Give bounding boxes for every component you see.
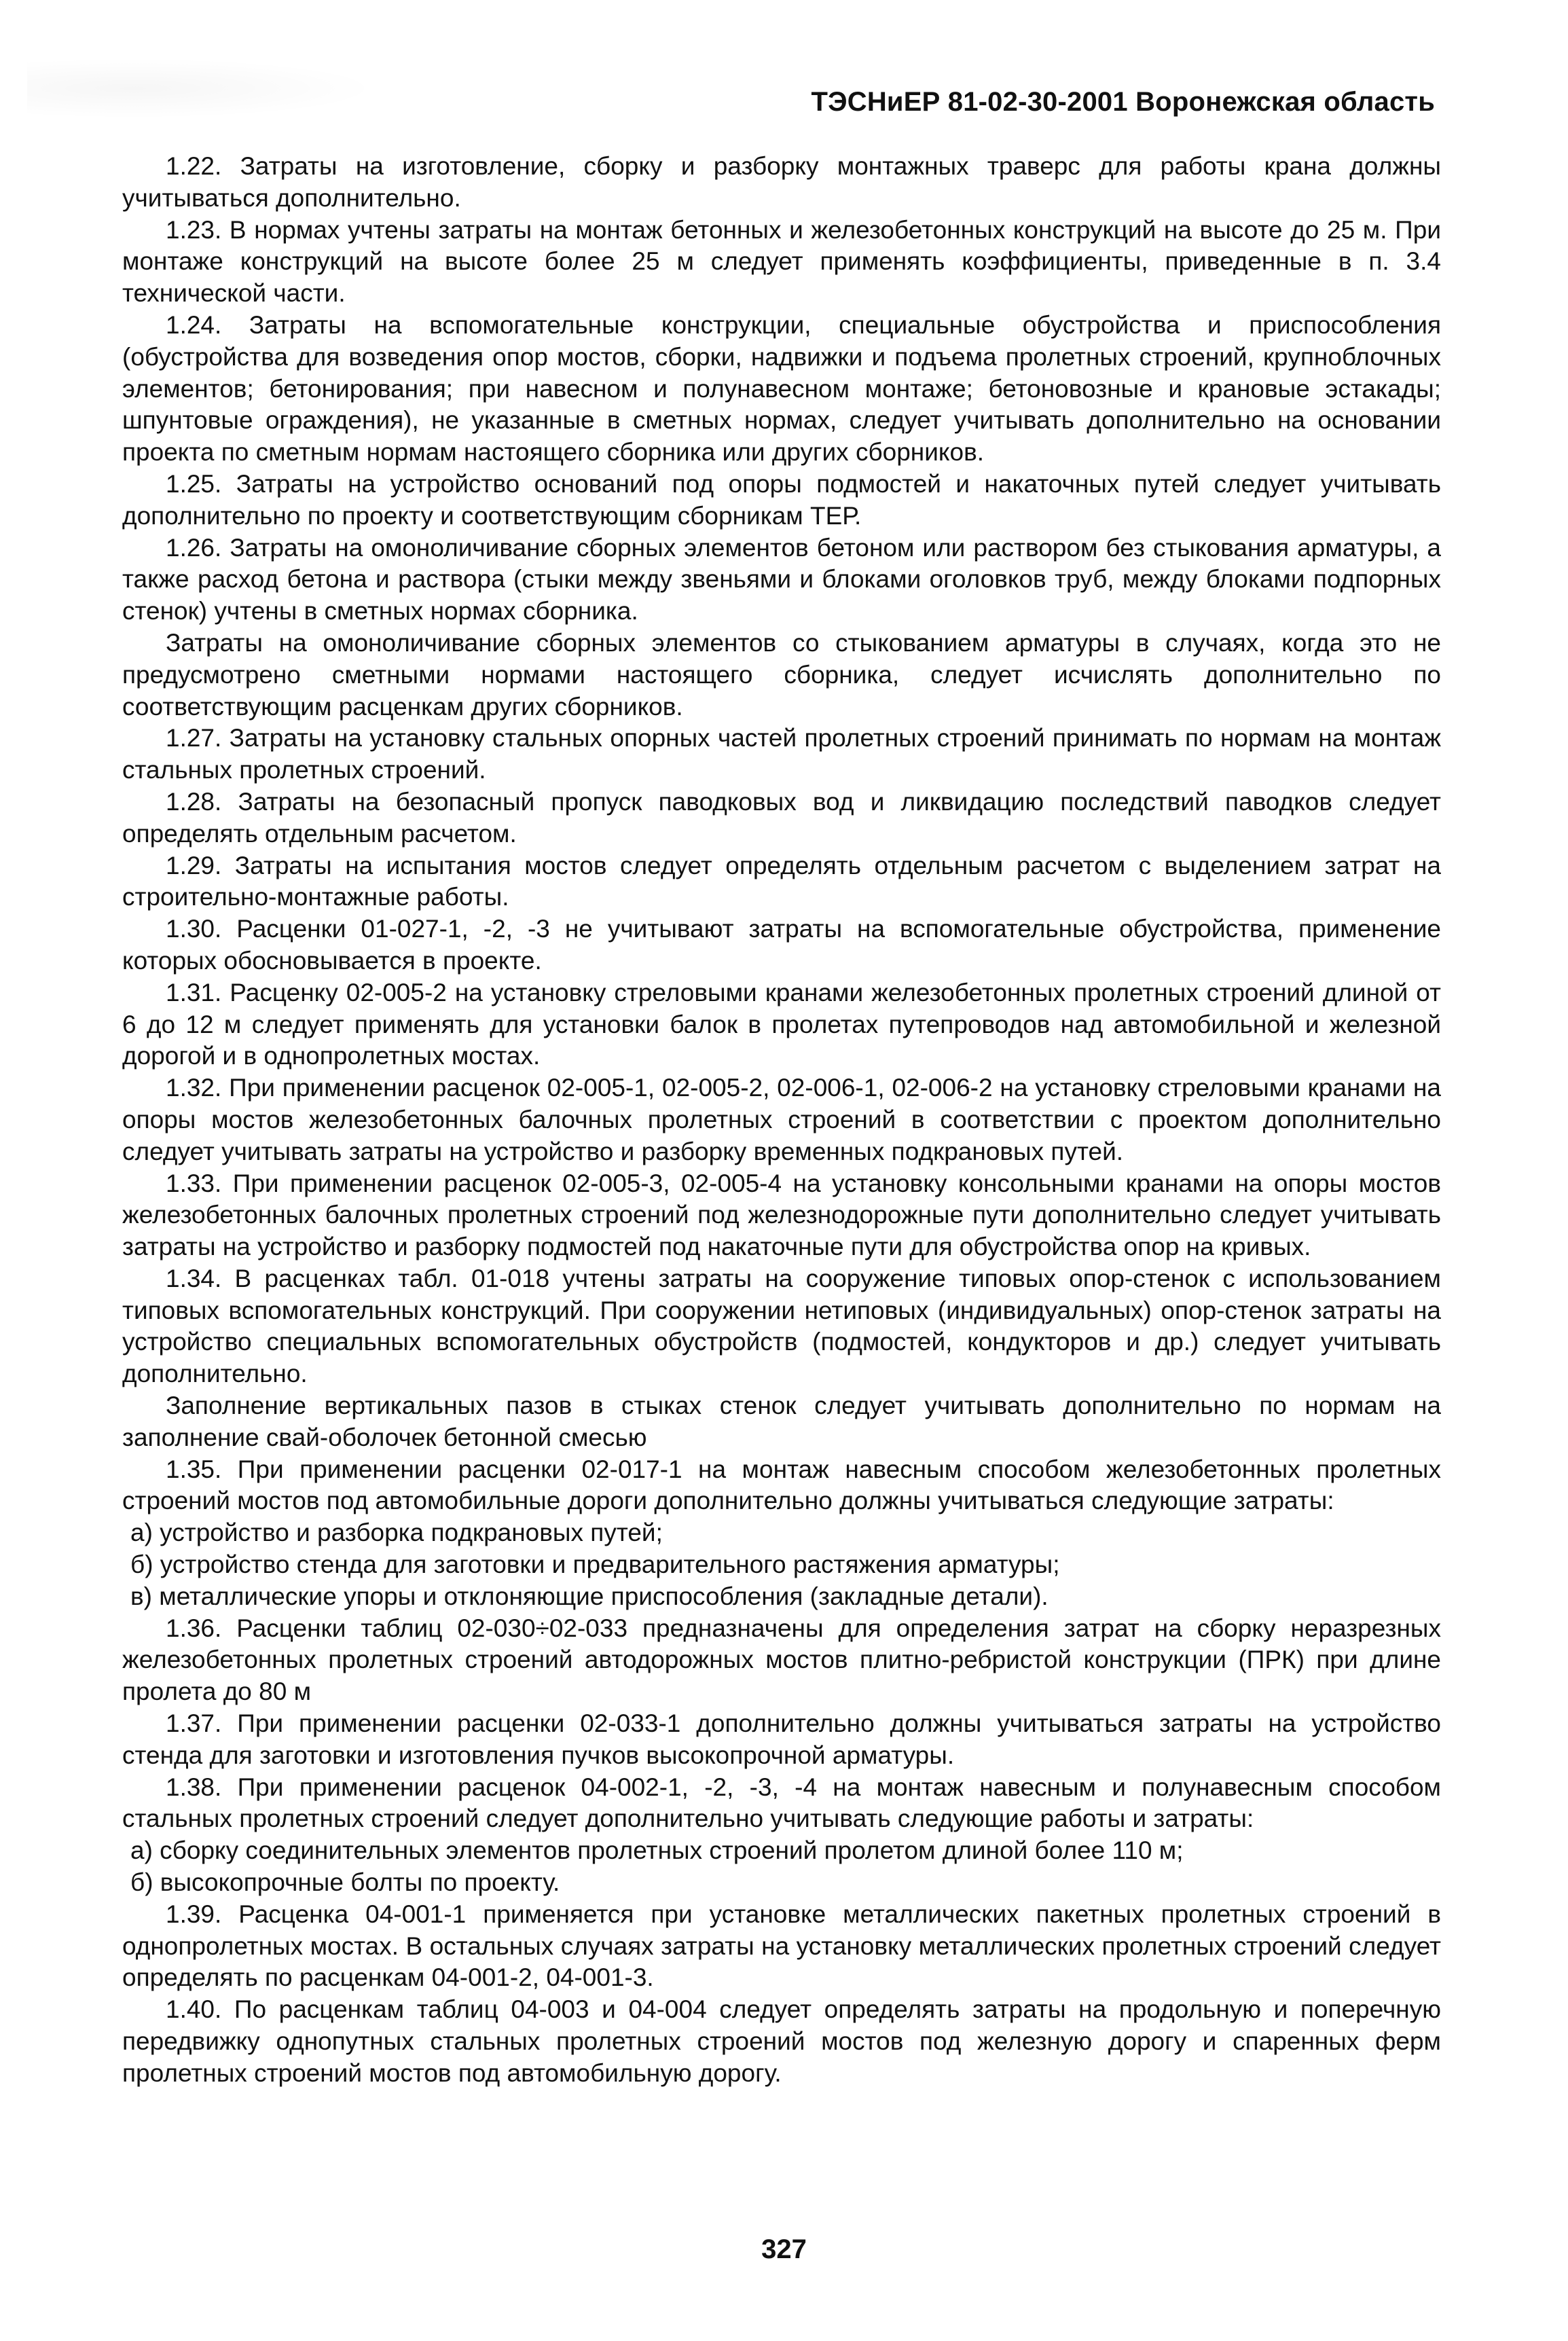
list-item: а) устройство и разборка подкрановых путей; <box>130 1519 663 1547</box>
scan-smudge <box>27 58 380 119</box>
paragraph: 1.28. Затраты на безопасный пропуск паводковых вод и ликвидацию последствий паводков следует определять отдельным расчетом. <box>122 787 1441 848</box>
paragraph: 1.24. Затраты на вспомогательные конструкции, специальные обустройства и приспособления (обустройства для возведения опор мостов, сборки, надвижки и подъема пролетных строений, крупноблочных элементов; бетонирования; при навесном и полунавесном монтаже; бетоновозные и крановые эстакады; шпунтовые ограждения), не указанные в сметных нормах, следует учитывать дополнительно на основании проекта по сметным нормам настоящего сборника или других сборников. <box>122 310 1441 467</box>
paragraph: 1.29. Затраты на испытания мостов следует определять отдельным расчетом с выделением затрат на строительно-монтажные работы. <box>122 851 1441 911</box>
document-body <box>122 151 1441 2090</box>
paragraph: 1.37. При применении расценки 02-033-1 дополнительно должны учитываться затраты на устройство стенда для заготовки и изготовления пучков высокопрочной арматуры. <box>122 1709 1441 1769</box>
paragraph: 1.36. Расценки таблиц 02-030÷02-033 предназначены для определения затрат на сборку неразрезных железобетонных пролетных строений автодорожных мостов плитно-ребристой конструкции (ПРК) при длине пролета до 80 м <box>122 1614 1441 1706</box>
paragraph: Затраты на омоноличивание сборных элементов со стыкованием арматуры в случаях, когда это не предусмотрено сметными нормами настоящего сборника, следует исчислять дополнительно по соответствующим расценкам других сборников. <box>122 628 1441 721</box>
paragraph: 1.30. Расценки 01-027-1, -2, -3 не учитывают затраты на вспомогательные обустройства, применение которых обосновывается в проекте. <box>122 915 1441 975</box>
paragraph: 1.25. Затраты на устройство оснований под опоры подмостей и накаточных путей следует учитывать дополнительно по проекту и соответствующим сборникам ТЕР. <box>122 469 1441 530</box>
document-header: ТЭСНиЕР 81-02-30-2001 Воронежская область <box>811 87 1435 117</box>
paragraph: 1.32. При применении расценок 02-005-1, 02-005-2, 02-006-1, 02-006-2 на установку стреловыми кранами на опоры мостов железобетонных балочных пролетных строений в соответствии с проектом дополнительно следует учитывать затраты на устройство и разборку временных подкрановых путей. <box>122 1074 1441 1165</box>
paragraph: 1.38. При применении расценок 04-002-1, -2, -3, -4 на монтаж навесным и полунавесным способом стальных пролетных строений следует дополнительно учитывать следующие работы и затраты: <box>122 1773 1441 1833</box>
paragraph: Заполнение вертикальных пазов в стыках стенок следует учитывать дополнительно по нормам на заполнение свай-оболочек бетонной смесью <box>122 1392 1441 1451</box>
list-item: в) металлические упоры и отклоняющие приспособления (закладные детали). <box>130 1582 1049 1610</box>
paragraph: 1.39. Расценка 04-001-1 применяется при установке металлических пакетных пролетных строений в однопролетных мостах. В остальных случаях затраты на установку металлических пролетных строений следует определять по расценкам 04-001-2, 04-001-3. <box>122 1900 1441 1992</box>
list-item: б) устройство стенда для заготовки и предварительного растяжения арматуры; <box>130 1550 1060 1579</box>
paragraph: 1.35. При применении расценки 02-017-1 на монтаж навесным способом железобетонных пролетных строений мостов под автомобильные дороги дополнительно должны учитываться следующие затраты: <box>122 1455 1441 1515</box>
paragraph: 1.34. В расценках табл. 01-018 учтены затраты на сооружение типовых опор-стенок с использованием типовых вспомогательных конструкций. При сооружении нетиповых (индивидуальных) опор-стенок затраты на устройство специальных вспомогательных обустройств (подмостей, кондукторов и др.) следует учитывать дополнительно. <box>122 1264 1441 1388</box>
paragraph: 1.31. Расценку 02-005-2 на установку стреловыми кранами железобетонных пролетных строений длиной от 6 до 12 м следует применять для установки балок в пролетах путепроводов над автомобильной и железной дорогой и в однопролетных мостах. <box>122 978 1441 1070</box>
page-number: 327 <box>761 2234 807 2264</box>
paragraph: 1.33. При применении расценок 02-005-3, 02-005-4 на установку консольными кранами на опоры мостов железобетонных балочных пролетных строений под железнодорожные пути дополнительно следует учитывать затраты на устройство и разборку подмостей под накаточные пути для обустройства опор на кривых. <box>122 1169 1441 1261</box>
list-item: а) сборку соединительных элементов пролетных строений пролетом длиной более 110 м; <box>130 1836 1184 1865</box>
paragraph: 1.22. Затраты на изготовление, сборку и разборку монтажных траверс для работы крана должны учитываться дополнительно. <box>122 152 1441 212</box>
paragraph: 1.26. Затраты на омоноличивание сборных элементов бетоном или раствором без стыкования арматуры, а также расход бетона и раствора (стыки между звеньями и блоками оголовков труб, между блоками подпорных стенок) учтены в сметных нормах сборника. <box>122 533 1441 625</box>
paragraph: 1.40. По расценкам таблиц 04-003 и 04-004 следует определять затраты на продольную и поперечную передвижку однопутных стальных пролетных строений мостов под железную дорогу и спаренных ферм пролетных строений мостов под автомобильную дорогу. <box>122 1995 1441 2087</box>
paragraph: 1.23. В нормах учтены затраты на монтаж бетонных и железобетонных конструкций на высоте до 25 м. При монтаже конструкций на высоте более 25 м следует применять коэффициенты, приведенные в п. 3.4 технической части. <box>122 215 1441 308</box>
paragraph: 1.27. Затраты на установку стальных опорных частей пролетных строений принимать по нормам на монтаж стальных пролетных строений. <box>122 724 1441 784</box>
list-item: б) высокопрочные болты по проекту. <box>130 1868 560 1897</box>
